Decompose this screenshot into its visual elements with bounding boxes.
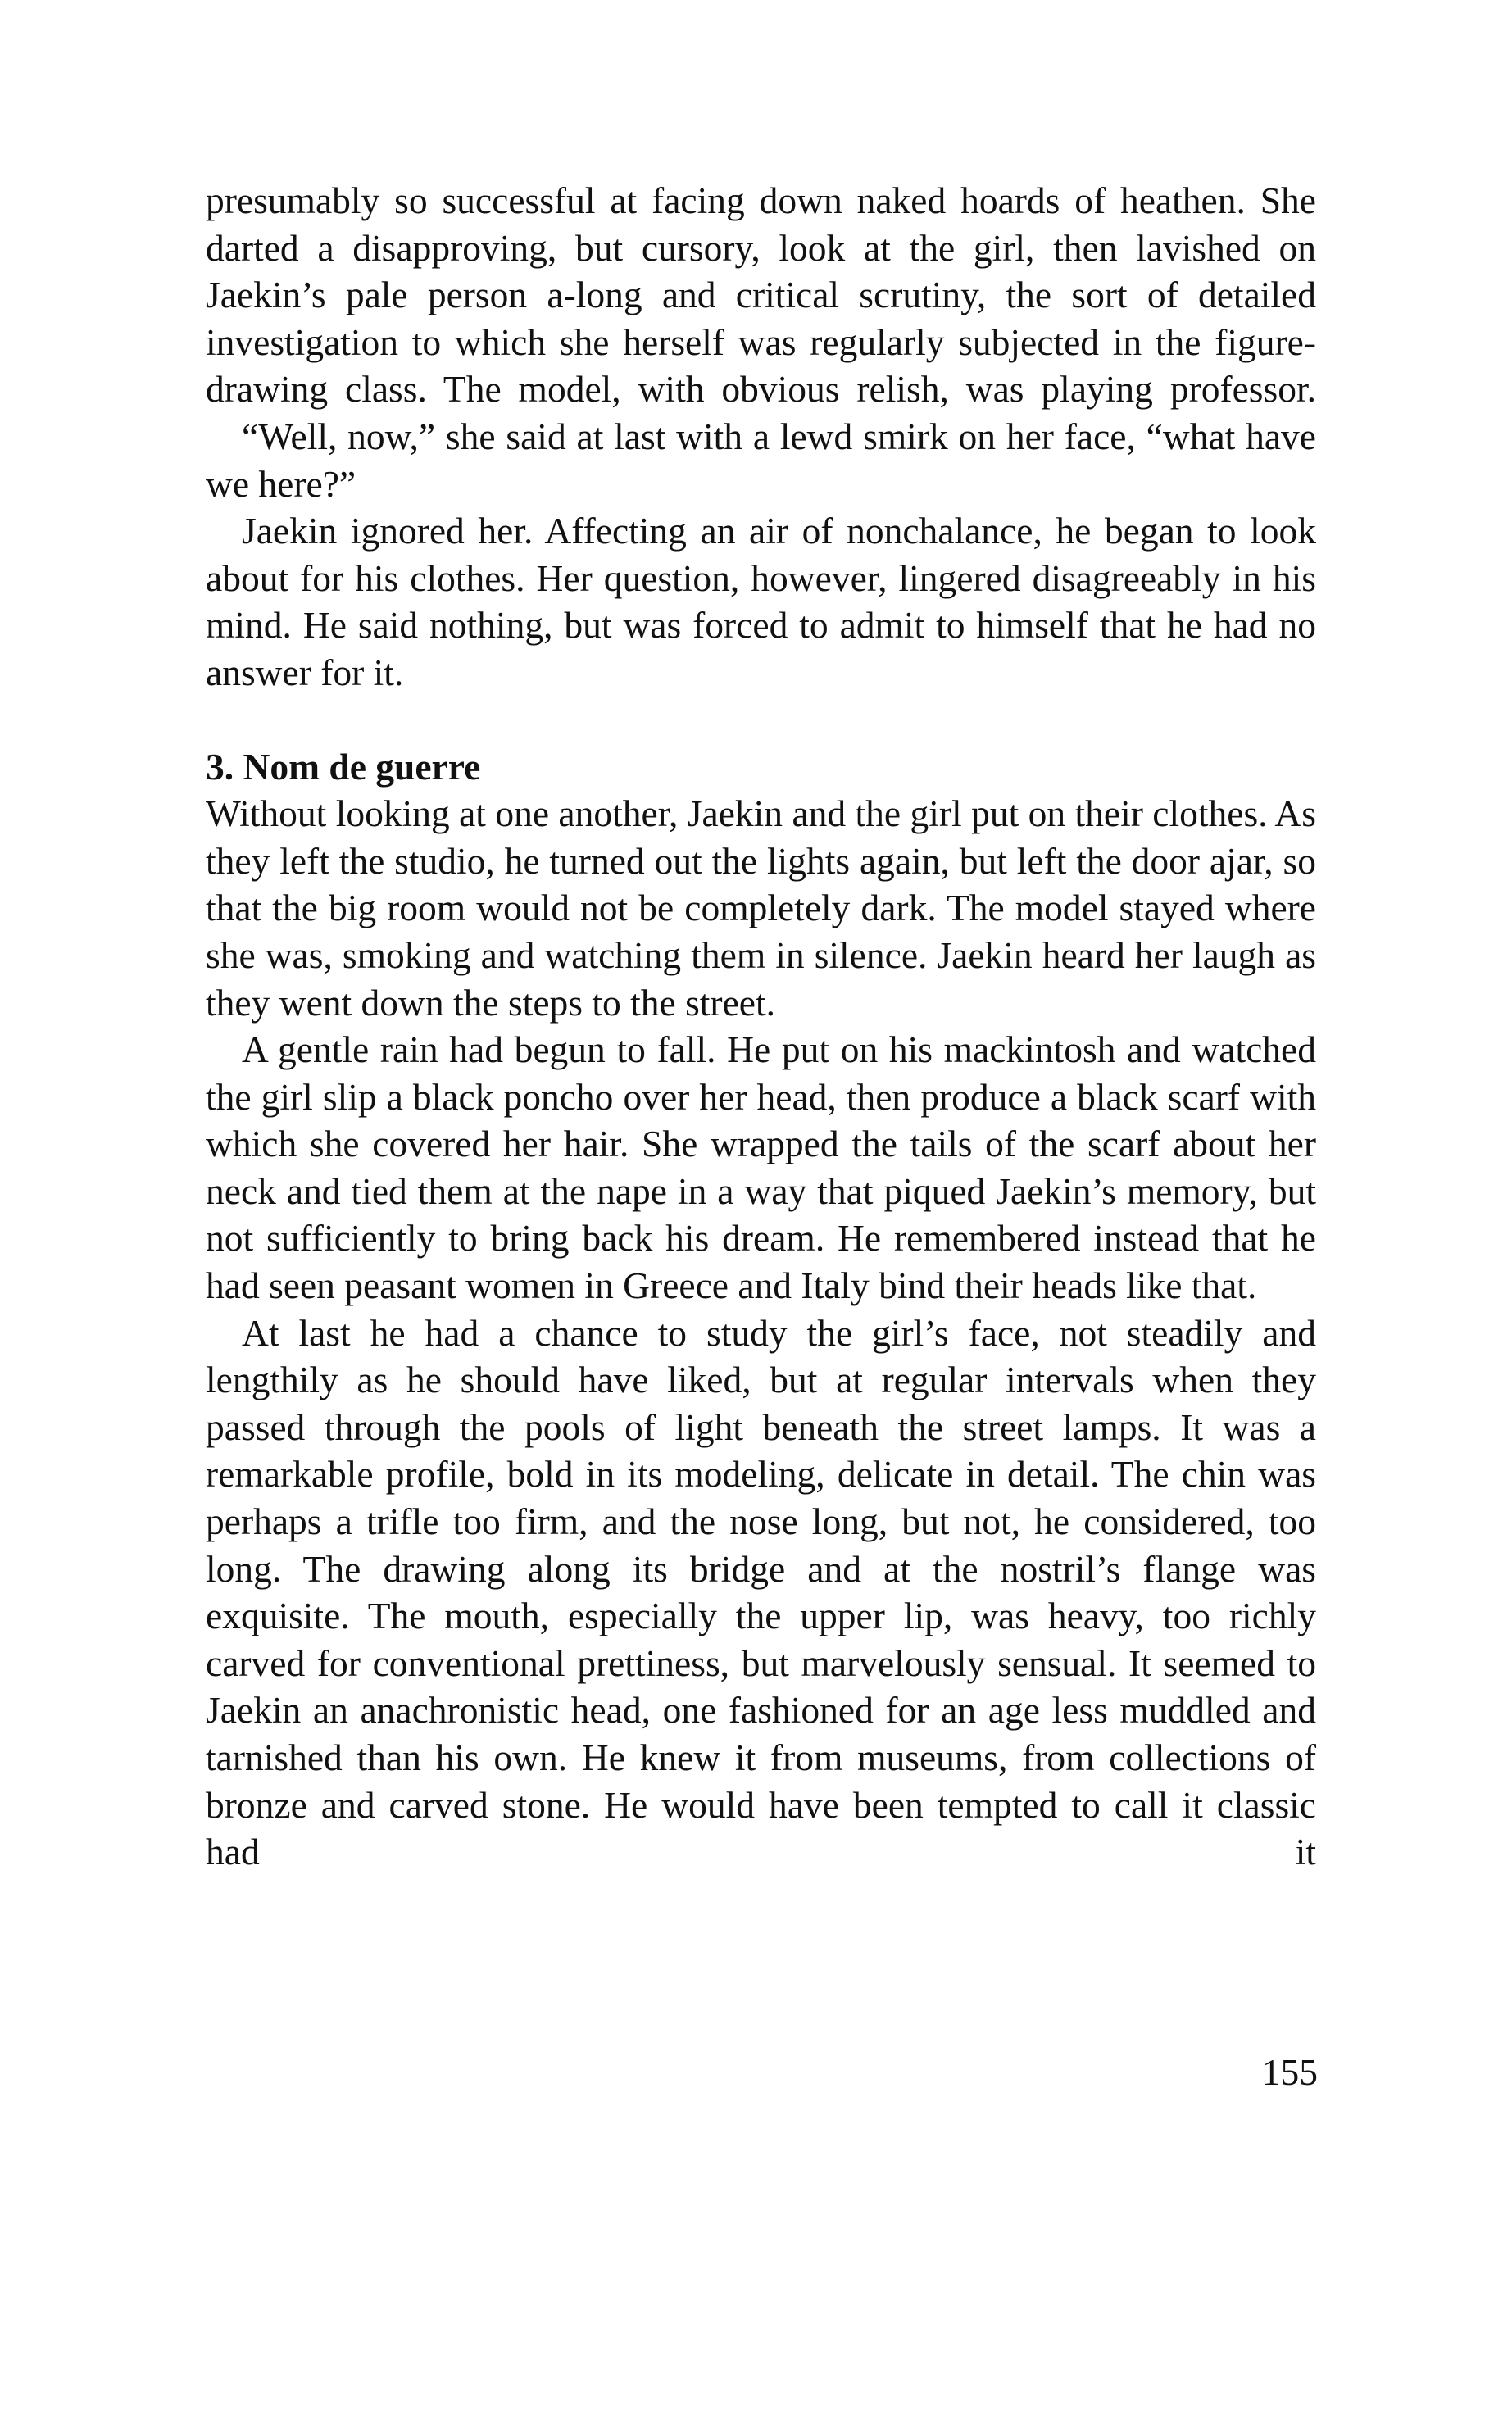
section-spacer <box>206 697 1316 743</box>
section-heading: 3. Nom de guerre <box>206 745 481 788</box>
paragraph-leaving-studio: Without looking at one another, Jaekin and the girl put on their clothes. As they left the studio, he turned out the lights again, but left the door ajar, so that the big room would not be completely dark. The model stayed where she was, smoking and watching them in silence. Jaekin heard her laugh as they went down the steps to the street. <box>206 792 1316 1024</box>
page-number: 155 <box>1261 2051 1318 2093</box>
paragraph-jaekin-ignored: Jaekin ignored her. Affecting an air of nonchalance, he began to look about for his clothes. Her question, however, lingered disagreeably in his mind. He said nothing, but was forced to admit to himself that he had no answer for it. <box>206 510 1316 693</box>
paragraph-dialogue: “Well, now,” she said at last with a lewd smirk on her face, “what have we here?” <box>206 415 1316 505</box>
paragraph-continuation: presumably so successful at facing down naked hoards of heathen. She darted a disapproving, but cursory, look at the girl, then lavished on Jaekin’s pale person a-long and critical scrutiny, the sort of detailed investigation to which she herself was regularly subjected in the figure-drawing class. The model, with obvious relish, was playing professor. <box>206 179 1316 411</box>
paragraph-gentle-rain: A gentle rain had begun to fall. He put on his mackintosh and watched the girl slip a black poncho over her head, then produce a black scarf with which she covered her hair. She wrapped the tails of the scarf about her neck and tied them at the nape in a way that piqued Jaekin’s memory, but not sufficiently to bring back his dream. He remembered instead that he had seen peasant women in Greece and Italy bind their heads like that. <box>206 1028 1316 1307</box>
page-body <box>206 177 1316 1876</box>
paragraph-girls-face: At last he had a chance to study the girl’s face, not steadily and lengthily as he should have liked, but at regular intervals when they passed through the pools of light beneath the street lamps. It was a remarkable profile, bold in its modeling, delicate in detail. The chin was perhaps a trifle too firm, and the nose long, but not, he considered, too long. The drawing along its bridge and at the nostril’s flange was exquisite. The mouth, especially the upper lip, was heavy, too richly carved for conventional prettiness, but marvelously sensual. It seemed to Jaekin an anachronistic head, one fashioned for an age less muddled and tarnished than his own. He knew it from museums, from collections of bronze and carved stone. He would have been tempted to call it classic had it <box>206 1311 1316 1873</box>
